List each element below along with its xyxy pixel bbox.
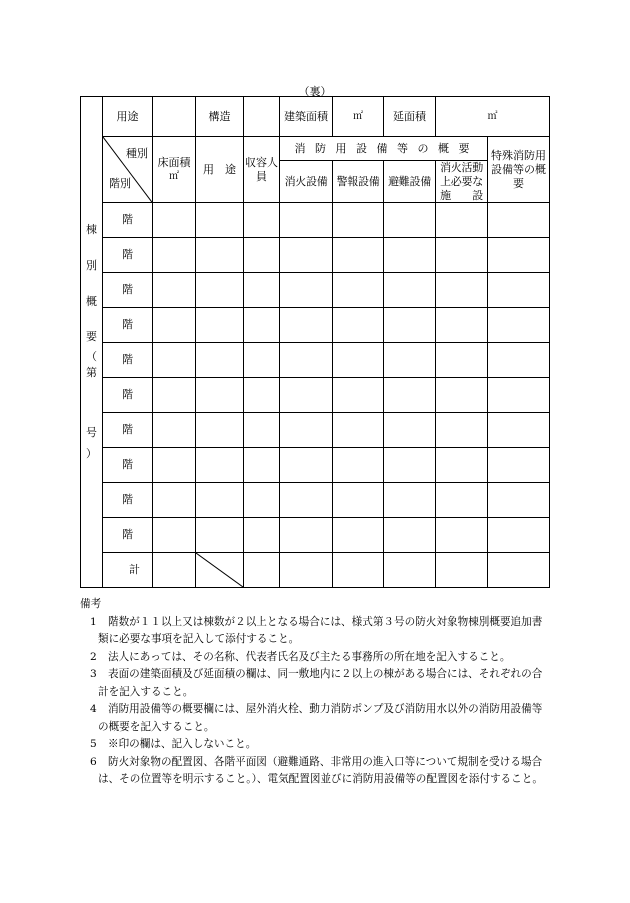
total-evacuation-cell[interactable] xyxy=(384,553,436,588)
fire-equipment-header: 消 防 用 設 備 等 の 概 要 xyxy=(280,137,488,161)
note-text: ※印の欄は、記入しないこと。 xyxy=(108,738,257,750)
firefighting-cell[interactable] xyxy=(436,518,488,553)
page-title: （裏） xyxy=(298,85,332,98)
floor-row xyxy=(81,518,550,553)
special-cell[interactable] xyxy=(488,518,550,553)
use-header: 用 途 xyxy=(196,137,244,203)
capacity-cell[interactable] xyxy=(244,238,280,273)
evacuation-cell[interactable] xyxy=(384,378,436,413)
special-cell[interactable] xyxy=(488,413,550,448)
extinguishing-cell[interactable] xyxy=(280,483,333,518)
alarm-cell[interactable] xyxy=(333,378,384,413)
floor-area-unit: ㎡ xyxy=(169,171,179,183)
use-cell[interactable] xyxy=(196,448,244,483)
use-field[interactable] xyxy=(153,97,196,137)
floor-row xyxy=(81,273,550,308)
evacuation-header: 避難設備 xyxy=(384,161,436,203)
total-floor-area-field[interactable] xyxy=(436,97,550,137)
evacuation-cell[interactable] xyxy=(384,238,436,273)
floor-row-label: 階 xyxy=(103,203,153,238)
floor-area-cell[interactable] xyxy=(153,518,196,553)
firefighting-cell[interactable] xyxy=(436,448,488,483)
note-text: 法人にあっては、その名称、代表者氏名及び主たる事務所の所在地を記入すること。 xyxy=(108,650,511,663)
floor-row xyxy=(81,448,550,483)
note-text: 階数が１１以上又は棟数が２以上となる場合には、様式第３号の防火対象物棟別概要追加書類に必要な事項を記入して添付すること。 xyxy=(98,615,543,645)
special-cell[interactable] xyxy=(488,273,550,308)
floor-area-cell[interactable] xyxy=(153,203,196,238)
note-number: 6 xyxy=(90,755,97,768)
building-summary-table xyxy=(80,96,550,588)
type-label: 種別 xyxy=(126,147,148,160)
evacuation-cell[interactable] xyxy=(384,413,436,448)
evacuation-cell[interactable] xyxy=(384,343,436,378)
capacity-cell[interactable] xyxy=(244,203,280,238)
special-cell[interactable] xyxy=(488,203,550,238)
total-floor-area-cell[interactable] xyxy=(153,553,196,588)
firefighting-cell[interactable] xyxy=(436,413,488,448)
note-number: 2 xyxy=(90,650,97,663)
building-area-field[interactable] xyxy=(333,97,384,137)
floor-row-label: 階 xyxy=(103,378,153,413)
floor-area-cell[interactable] xyxy=(153,308,196,343)
building-area-label xyxy=(280,97,333,137)
total-capacity-cell[interactable] xyxy=(244,553,280,588)
capacity-cell[interactable] xyxy=(244,308,280,343)
extinguishing-cell[interactable] xyxy=(280,518,333,553)
special-cell[interactable] xyxy=(488,483,550,518)
alarm-header: 警報設備 xyxy=(333,161,384,203)
firefighting-cell[interactable] xyxy=(436,273,488,308)
note-text: 防火対象物の配置図、各階平面図（避難通路、非常用の進入口等について規制を受ける場合は、その位置等を明示すること。）、電気配置図並びに消防用設備等の配置図を添付すること。 xyxy=(98,755,543,785)
evacuation-cell[interactable] xyxy=(384,203,436,238)
firefighting-cell[interactable] xyxy=(436,483,488,518)
side-label-char: 別 xyxy=(86,258,97,272)
side-label xyxy=(81,97,103,588)
total-use-cell-disabled xyxy=(196,553,244,588)
floor-area-cell[interactable] xyxy=(153,238,196,273)
special-cell[interactable] xyxy=(488,238,550,273)
alarm-cell[interactable] xyxy=(333,518,384,553)
alarm-cell[interactable] xyxy=(333,308,384,343)
side-label-char: 号 xyxy=(86,425,97,439)
evacuation-cell[interactable] xyxy=(384,308,436,343)
note-item xyxy=(80,614,550,649)
total-label: 計 xyxy=(103,553,153,588)
evacuation-cell[interactable] xyxy=(384,273,436,308)
firefighting-facility-header: 消火活動上必要な施 設 xyxy=(436,161,488,203)
column-header-row xyxy=(81,137,550,161)
floor-area-cell[interactable] xyxy=(153,343,196,378)
floor-row xyxy=(81,483,550,518)
structure-field[interactable] xyxy=(244,97,280,137)
firefighting-cell[interactable] xyxy=(436,203,488,238)
capacity-cell[interactable] xyxy=(244,378,280,413)
floor-row xyxy=(81,203,550,238)
floor-row xyxy=(81,343,550,378)
floor-area-cell[interactable] xyxy=(153,413,196,448)
special-cell[interactable] xyxy=(488,448,550,483)
diagonal-line xyxy=(196,553,243,587)
alarm-cell[interactable] xyxy=(333,343,384,378)
building-area-label-text: 建築面積 xyxy=(284,109,328,123)
use-cell[interactable] xyxy=(196,413,244,448)
alarm-cell[interactable] xyxy=(333,413,384,448)
special-cell[interactable] xyxy=(488,308,550,343)
note-item xyxy=(80,666,550,701)
floor-row-label: 階 xyxy=(103,518,153,553)
firefighting-cell[interactable] xyxy=(436,238,488,273)
use-cell[interactable] xyxy=(196,483,244,518)
floor-row-label: 階 xyxy=(103,448,153,483)
floor-row xyxy=(81,413,550,448)
alarm-cell[interactable] xyxy=(333,448,384,483)
side-label-char: 棟 xyxy=(86,223,97,237)
note-number: 1 xyxy=(90,615,97,628)
side-label-char: 要 xyxy=(86,330,97,344)
notes-title: 備考 xyxy=(80,598,102,610)
alarm-cell[interactable] xyxy=(333,273,384,308)
note-text: 表面の建築面積及び延面積の欄は、同一敷地内に２以上の棟がある場合には、それぞれの合計を記入すること。 xyxy=(98,668,543,698)
extinguishing-cell[interactable] xyxy=(280,343,333,378)
extinguishing-cell[interactable] xyxy=(280,413,333,448)
floor-row xyxy=(81,238,550,273)
extinguishing-header: 消火設備 xyxy=(280,161,333,203)
summary-row xyxy=(81,97,550,137)
capacity-cell[interactable] xyxy=(244,483,280,518)
floor-row xyxy=(81,378,550,413)
use-cell[interactable] xyxy=(196,238,244,273)
side-label-char: 第 xyxy=(86,365,97,379)
special-cell[interactable] xyxy=(488,343,550,378)
firefighting-cell[interactable] xyxy=(436,308,488,343)
note-text: 消防用設備等の概要欄には、屋外消火栓、動力消防ポンプ及び消防用水以外の消防用設備等の概要を記入すること。 xyxy=(98,703,543,733)
firefighting-cell[interactable] xyxy=(436,343,488,378)
use-cell[interactable] xyxy=(196,343,244,378)
total-row xyxy=(81,553,550,588)
total-floor-area-unit: ㎡ xyxy=(487,111,498,123)
note-item xyxy=(80,701,550,736)
floor-row-label: 階 xyxy=(103,238,153,273)
use-cell[interactable] xyxy=(196,203,244,238)
note-item xyxy=(80,649,550,667)
floor-area-cell[interactable] xyxy=(153,378,196,413)
extinguishing-cell[interactable] xyxy=(280,378,333,413)
alarm-cell[interactable] xyxy=(333,483,384,518)
floor-area-header-text: 床面積 xyxy=(157,155,191,169)
use-cell[interactable] xyxy=(196,308,244,343)
extinguishing-cell[interactable] xyxy=(280,308,333,343)
use-cell[interactable] xyxy=(196,273,244,308)
floor-row-label: 階 xyxy=(103,483,153,518)
total-special-cell[interactable] xyxy=(488,553,550,588)
notes-section xyxy=(80,596,550,789)
capacity-cell[interactable] xyxy=(244,448,280,483)
side-label-char: ） xyxy=(86,447,97,461)
alarm-cell[interactable] xyxy=(333,203,384,238)
floor-label: 階別 xyxy=(109,176,131,190)
note-number: 3 xyxy=(90,668,97,680)
special-cell[interactable] xyxy=(488,378,550,413)
floor-row-label: 階 xyxy=(103,343,153,378)
use-cell[interactable] xyxy=(196,518,244,553)
special-equipment-header: 特殊消防用設備等の概要 xyxy=(488,137,550,203)
extinguishing-cell[interactable] xyxy=(280,203,333,238)
extinguishing-cell[interactable] xyxy=(280,448,333,483)
floor-area-cell[interactable] xyxy=(153,483,196,518)
building-area-unit: ㎡ xyxy=(353,111,363,123)
alarm-cell[interactable] xyxy=(333,238,384,273)
evacuation-cell[interactable] xyxy=(384,483,436,518)
use-label: 用途 xyxy=(103,97,153,137)
capacity-cell[interactable] xyxy=(244,518,280,553)
structure-label: 構造 xyxy=(196,97,244,137)
capacity-cell[interactable] xyxy=(244,413,280,448)
floor-row-label: 階 xyxy=(103,273,153,308)
extinguishing-cell[interactable] xyxy=(280,238,333,273)
side-label-char: （ xyxy=(86,350,97,364)
total-floor-area-label: 延面積 xyxy=(384,97,436,137)
note-item xyxy=(80,736,550,754)
evacuation-cell[interactable] xyxy=(384,518,436,553)
capacity-cell[interactable] xyxy=(244,273,280,308)
floor-area-cell[interactable] xyxy=(153,273,196,308)
note-item xyxy=(80,754,550,789)
total-alarm-cell[interactable] xyxy=(333,553,384,588)
use-cell[interactable] xyxy=(196,378,244,413)
diagonal-header-cell xyxy=(103,137,153,203)
floor-area-cell[interactable] xyxy=(153,448,196,483)
floor-row-label: 階 xyxy=(103,308,153,343)
floor-row-label: 階 xyxy=(103,413,153,448)
note-number: 4 xyxy=(90,703,97,715)
capacity-cell[interactable] xyxy=(244,343,280,378)
note-number: 5 xyxy=(90,738,97,750)
extinguishing-cell[interactable] xyxy=(280,273,333,308)
evacuation-cell[interactable] xyxy=(384,448,436,483)
total-extinguishing-cell[interactable] xyxy=(280,553,333,588)
floor-area-header xyxy=(153,137,196,203)
floor-row xyxy=(81,308,550,343)
capacity-header: 収容人員 xyxy=(244,137,280,203)
total-firefighting-cell[interactable] xyxy=(436,553,488,588)
firefighting-cell[interactable] xyxy=(436,378,488,413)
side-label-char: 概 xyxy=(86,294,97,308)
